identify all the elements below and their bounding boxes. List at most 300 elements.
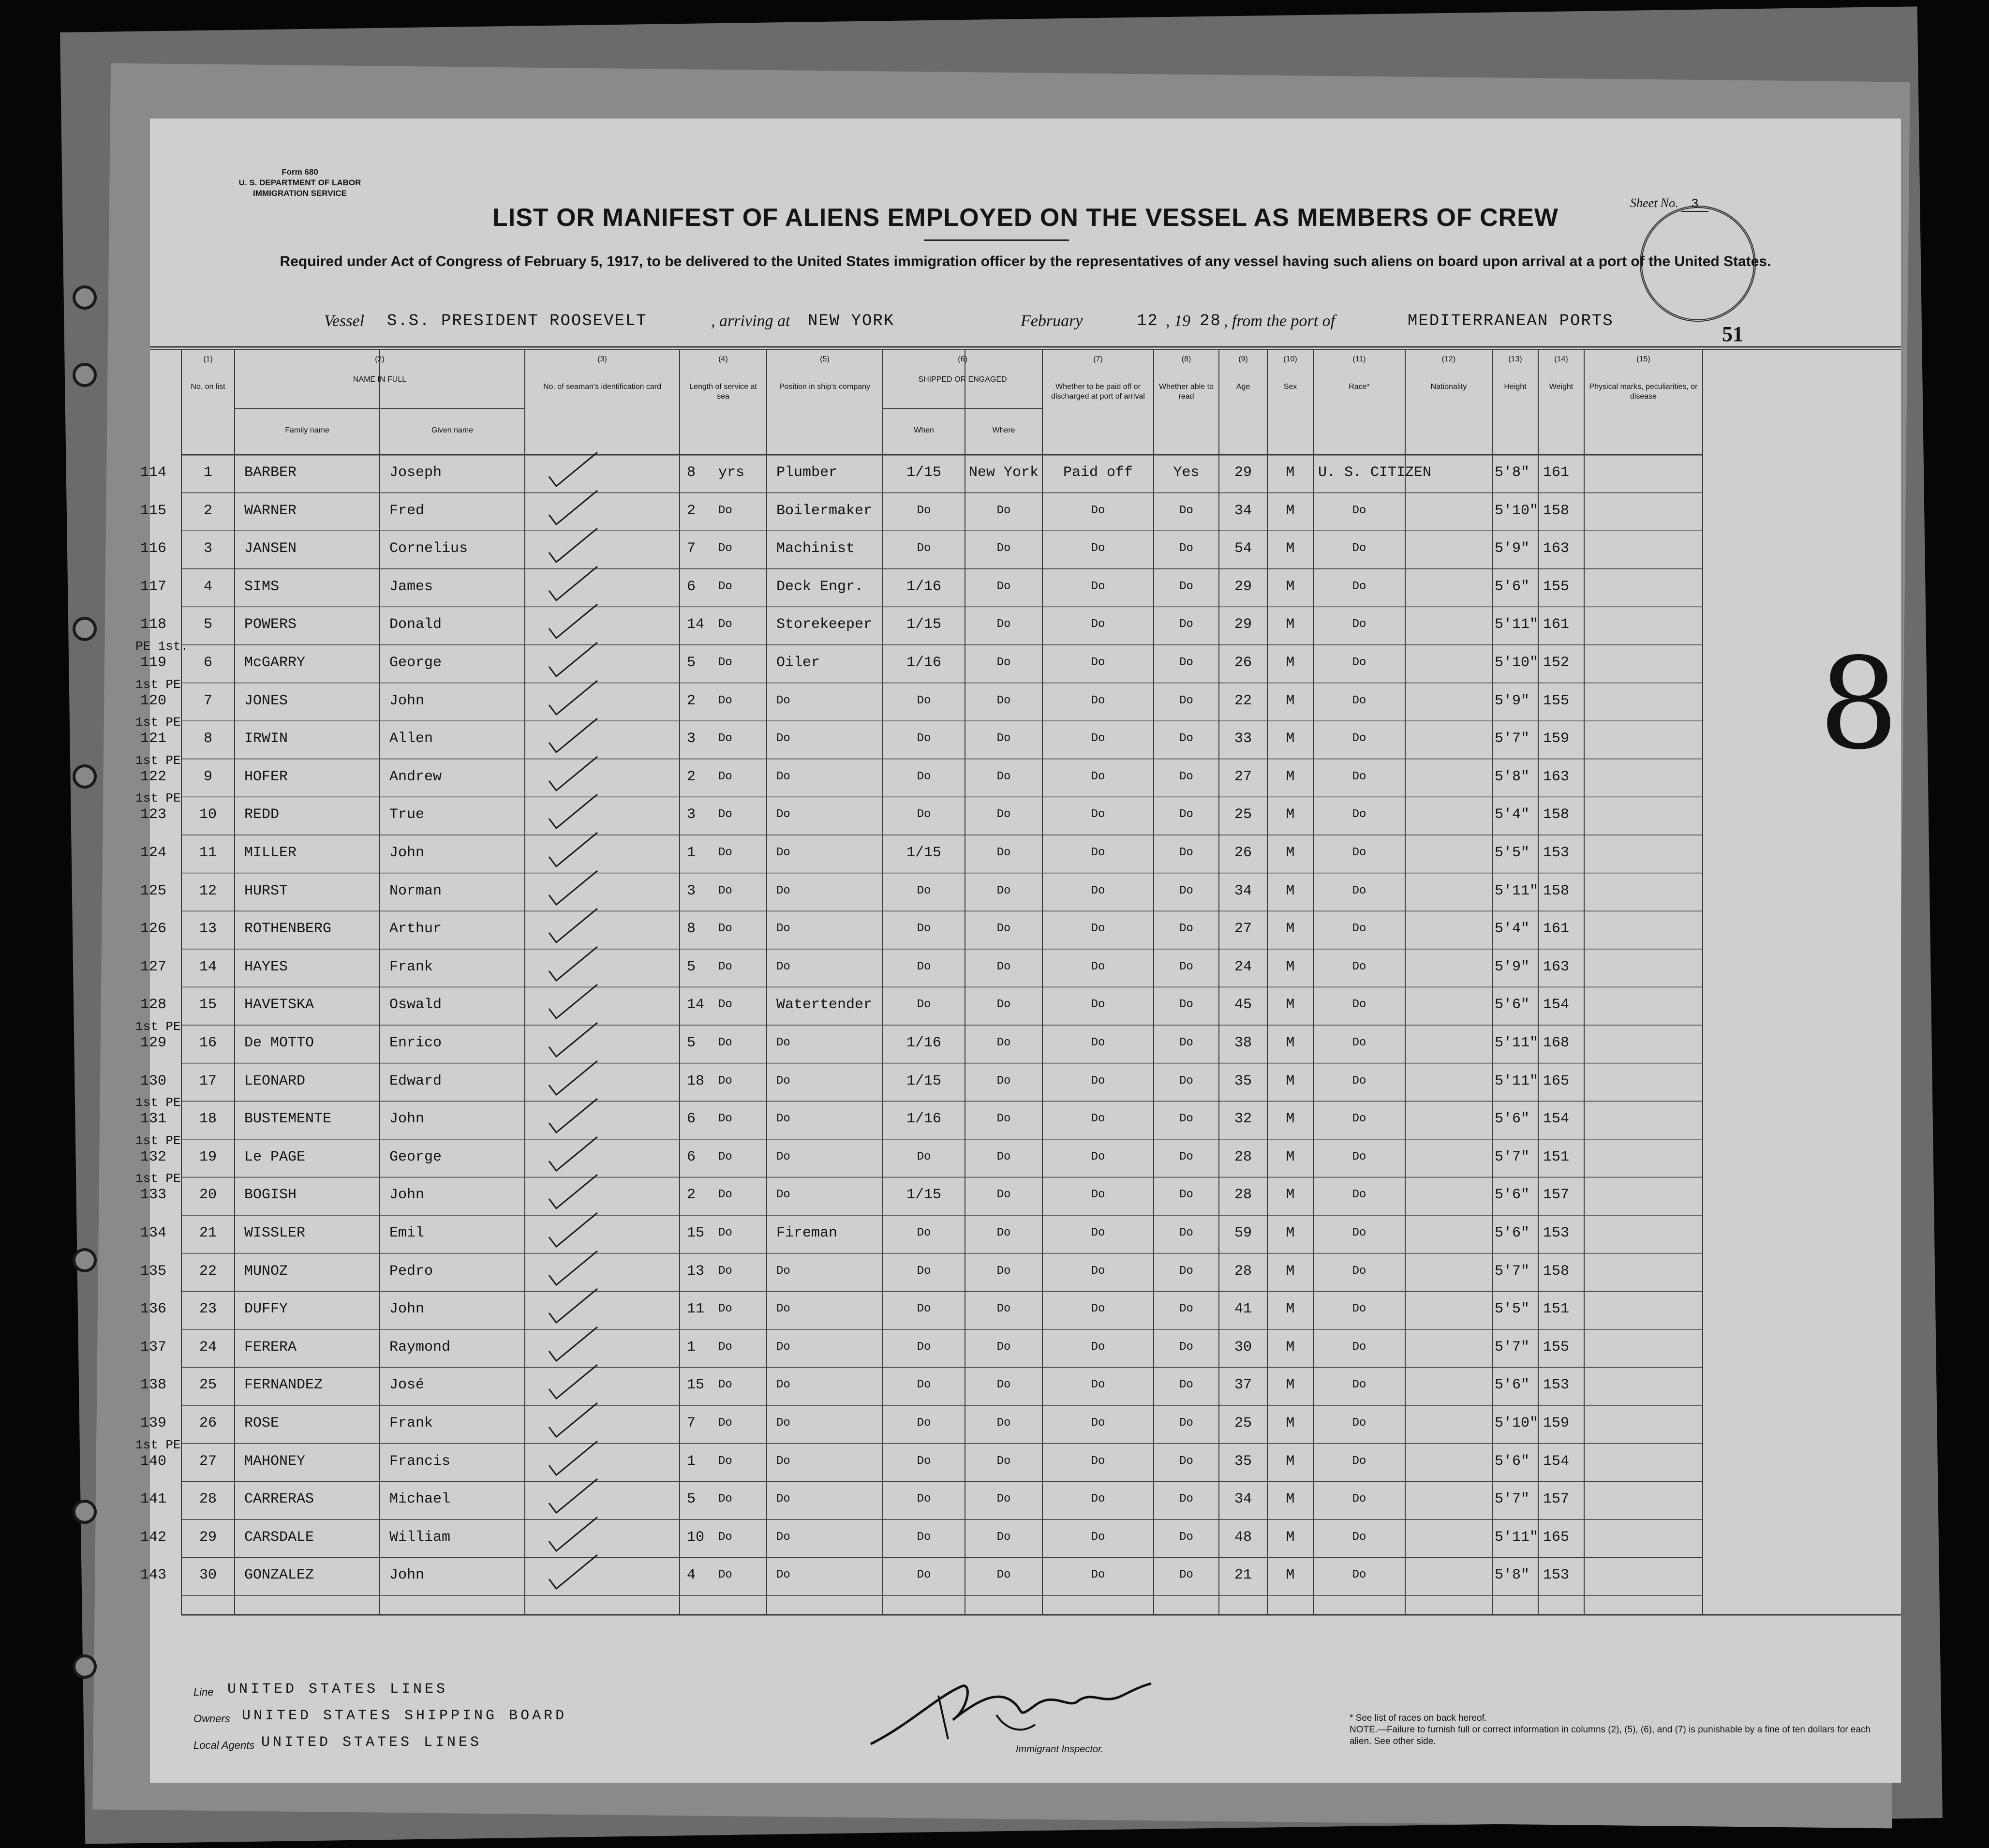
shipped-when: 1/16 — [906, 578, 941, 595]
service-years: 5 — [687, 958, 696, 975]
family-name: CARRERAS — [244, 1491, 314, 1508]
list-number: 3 — [203, 540, 212, 557]
race: Do — [1352, 1188, 1366, 1202]
service-unit: Do — [718, 542, 732, 555]
sheet-number-label: Sheet No. — [1630, 196, 1678, 210]
age: 29 — [1234, 578, 1252, 595]
service-years: 3 — [687, 730, 696, 747]
sex: M — [1286, 1148, 1295, 1165]
paid-off: Do — [1091, 1416, 1105, 1430]
header-no-on-list-number: (1) — [203, 355, 213, 363]
position: Do — [776, 846, 790, 859]
sex: M — [1286, 1377, 1295, 1394]
list-number: 28 — [199, 1491, 217, 1508]
given-name: Cornelius — [389, 540, 468, 557]
paid-off: Do — [1091, 884, 1105, 897]
age: 27 — [1234, 921, 1252, 938]
check-mark-icon — [544, 754, 602, 793]
height: 5'4" — [1495, 806, 1530, 823]
list-margin-number: 123 — [140, 806, 167, 823]
shipped-when: Do — [917, 1340, 931, 1354]
title-rule — [924, 239, 1069, 241]
shipped-when: Do — [917, 770, 931, 783]
shipped-when: Do — [917, 1378, 931, 1392]
family-name: JONES — [244, 692, 288, 709]
height: 5'11" — [1495, 1073, 1539, 1089]
list-margin-number: 121 — [140, 730, 167, 747]
weight: 155 — [1543, 578, 1570, 595]
sex: M — [1286, 655, 1295, 671]
shipped-where: Do — [996, 542, 1011, 555]
service-unit: Do — [718, 1150, 732, 1163]
list-number: 27 — [199, 1453, 217, 1470]
weight: 161 — [1543, 464, 1570, 481]
shipped-where: New York — [968, 464, 1039, 481]
height: 5'7" — [1495, 1148, 1530, 1165]
service-unit: Do — [718, 1302, 732, 1316]
race: Do — [1352, 580, 1366, 593]
given-name: True — [389, 806, 425, 823]
shipped-where: Do — [996, 1530, 1011, 1544]
list-number: 20 — [199, 1187, 217, 1204]
header-position-number: (5) — [820, 355, 830, 363]
check-mark-icon — [544, 1362, 602, 1401]
check-mark-icon — [544, 678, 602, 717]
weight: 168 — [1543, 1035, 1570, 1051]
service-years: 18 — [687, 1073, 705, 1089]
weight: 165 — [1543, 1529, 1570, 1546]
check-mark-icon — [544, 906, 602, 945]
header-race-number: (11) — [1352, 355, 1366, 363]
paid-off: Do — [1091, 960, 1105, 973]
position: Do — [776, 694, 790, 707]
service-unit: Do — [718, 580, 732, 593]
list-number: 5 — [203, 616, 212, 633]
service-unit: Do — [718, 884, 732, 897]
header-race: Race* — [1349, 383, 1370, 391]
list-margin-number: 140 — [140, 1453, 167, 1470]
header-weight: Weight — [1549, 383, 1573, 391]
given-name: Andrew — [389, 768, 442, 785]
family-name: WARNER — [244, 502, 297, 519]
inspector-label: Immigrant Inspector. — [1016, 1744, 1104, 1755]
list-margin-number: 126 — [140, 921, 167, 938]
shipped-where: Do — [996, 808, 1011, 821]
able-to-read: Do — [1179, 1416, 1193, 1430]
list-margin-number: 138 — [140, 1377, 167, 1394]
age: 26 — [1234, 845, 1252, 861]
race: Do — [1352, 542, 1366, 555]
service-years: 10 — [687, 1529, 705, 1546]
vessel-name: S.S. PRESIDENT ROOSEVELT — [387, 312, 647, 330]
race: Do — [1352, 1416, 1366, 1430]
height: 5'6" — [1495, 1225, 1530, 1241]
service-unit: Do — [718, 618, 732, 631]
able-to-read: Do — [1179, 1302, 1193, 1316]
handwritten-mark: 8 — [1819, 631, 1899, 777]
race: Do — [1352, 656, 1366, 669]
age: 29 — [1234, 616, 1252, 633]
check-mark-icon — [544, 640, 602, 679]
able-to-read: Do — [1179, 1568, 1193, 1582]
list-number: 19 — [199, 1148, 217, 1165]
given-name: John — [389, 1567, 425, 1584]
service-unit: Do — [718, 1454, 732, 1468]
list-margin-number: 120 — [140, 692, 167, 709]
inspector-signature — [851, 1667, 1190, 1754]
service-years: 7 — [687, 540, 696, 557]
able-to-read: Do — [1179, 998, 1193, 1012]
shipped-where: Do — [996, 1340, 1011, 1354]
sex: M — [1286, 1567, 1295, 1584]
header-sex-number: (10) — [1283, 355, 1297, 363]
height: 5'11" — [1495, 616, 1539, 633]
list-margin-number: 128 — [140, 997, 167, 1013]
service-years: 6 — [687, 1111, 696, 1128]
able-to-read: Do — [1179, 1492, 1193, 1506]
binder-hole — [73, 617, 97, 641]
able-to-read: Do — [1179, 770, 1193, 783]
service-unit: Do — [718, 846, 732, 859]
service-years: 8 — [687, 464, 696, 481]
list-number: 14 — [199, 958, 217, 975]
service-years: 3 — [687, 806, 696, 823]
shipped-where: Do — [996, 1416, 1011, 1430]
able-to-read: Do — [1179, 1150, 1193, 1163]
able-to-read: Do — [1179, 1340, 1193, 1354]
service-unit: Do — [718, 1492, 732, 1506]
list-number: 11 — [199, 845, 217, 861]
list-margin-number: 137 — [140, 1339, 167, 1356]
document-title: LIST OR MANIFEST OF ALIENS EMPLOYED ON THE VESSEL AS MEMBERS OF CREW — [492, 204, 1559, 232]
service-years: 6 — [687, 1148, 696, 1165]
list-margin-number: 129 — [140, 1035, 167, 1051]
given-name: Frank — [389, 1415, 433, 1431]
age: 32 — [1234, 1111, 1252, 1128]
shipped-where: Do — [996, 732, 1011, 745]
able-to-read: Do — [1179, 1378, 1193, 1392]
sex: M — [1286, 1187, 1295, 1204]
weight: 158 — [1543, 1263, 1570, 1280]
check-mark-icon — [544, 602, 602, 641]
service-unit: yrs — [718, 464, 745, 481]
service-unit: Do — [718, 1340, 732, 1354]
shipped-where: Do — [996, 1378, 1011, 1392]
paid-off: Do — [1091, 618, 1105, 631]
list-number: 24 — [199, 1339, 217, 1356]
shipped-where: Do — [996, 1454, 1011, 1468]
header-shipped-engaged-number: (6) — [958, 355, 967, 363]
shipped-where: Do — [996, 1112, 1011, 1126]
header-position: Position in ship's company — [779, 383, 871, 391]
department-name: U. S. DEPARTMENT OF LABOR — [238, 178, 361, 187]
list-number: 23 — [199, 1301, 217, 1318]
list-margin-number: 117 — [140, 578, 167, 595]
height: 5'9" — [1495, 540, 1530, 557]
height: 5'8" — [1495, 464, 1530, 481]
height: 5'10" — [1495, 1415, 1539, 1431]
service-years: 14 — [687, 997, 705, 1013]
service-unit: Do — [718, 1378, 732, 1392]
race: Do — [1352, 1340, 1366, 1354]
weight: 153 — [1543, 845, 1570, 861]
check-mark-icon — [544, 450, 602, 489]
shipped-where: Do — [996, 960, 1011, 973]
weight: 157 — [1543, 1187, 1570, 1204]
service-years: 2 — [687, 768, 696, 785]
binder-hole — [73, 1500, 97, 1524]
service-unit: Do — [718, 1112, 732, 1126]
height: 5'8" — [1495, 1567, 1530, 1584]
family-name: HURST — [244, 882, 288, 899]
paid-off: Paid off — [1063, 464, 1133, 481]
age: 26 — [1234, 655, 1252, 671]
age: 25 — [1234, 1415, 1252, 1431]
family-name: McGARRY — [244, 655, 306, 671]
sex: M — [1286, 1111, 1295, 1128]
paid-off: Do — [1091, 808, 1105, 821]
list-margin-number: 125 — [140, 882, 167, 899]
list-number: 7 — [203, 692, 212, 709]
paid-off: Do — [1091, 542, 1105, 555]
service-unit: Do — [718, 1568, 732, 1582]
able-to-read: Do — [1179, 542, 1193, 555]
service-years: 13 — [687, 1263, 705, 1280]
binder-hole — [73, 764, 97, 789]
given-name: Pedro — [389, 1263, 433, 1280]
position: Do — [776, 1454, 790, 1468]
service-unit: Do — [718, 1416, 732, 1430]
given-name: George — [389, 655, 442, 671]
list-margin-number: 133 — [140, 1187, 167, 1204]
service-unit: Do — [718, 1264, 732, 1278]
paid-off: Do — [1091, 694, 1105, 707]
shipped-where: Do — [996, 1226, 1011, 1239]
height: 5'11" — [1495, 882, 1539, 899]
shipped-where: Do — [996, 1302, 1011, 1316]
service-unit: Do — [718, 960, 732, 973]
shipped-where: Do — [996, 1188, 1011, 1202]
shipped-where: Do — [996, 998, 1011, 1012]
header-where: Where — [992, 426, 1015, 434]
weight: 157 — [1543, 1491, 1570, 1508]
shipped-when: Do — [917, 998, 931, 1012]
binder-hole — [73, 363, 97, 387]
position: Do — [776, 770, 790, 783]
age: 29 — [1234, 464, 1252, 481]
able-to-read: Do — [1179, 732, 1193, 745]
family-name: MILLER — [244, 845, 297, 861]
shipped-when: Do — [917, 504, 931, 517]
service-years: 3 — [687, 882, 696, 899]
list-number: 29 — [199, 1529, 217, 1546]
race: Do — [1352, 1074, 1366, 1088]
position: Oiler — [776, 655, 820, 671]
race: Do — [1352, 808, 1366, 821]
race: Do — [1352, 1302, 1366, 1316]
list-number: 1 — [203, 464, 212, 481]
shipped-when: 1/16 — [906, 1035, 941, 1051]
race: Do — [1352, 884, 1366, 897]
age: 27 — [1234, 768, 1252, 785]
check-mark-icon — [544, 716, 602, 755]
list-number: 2 — [203, 502, 212, 519]
check-mark-icon — [544, 1439, 602, 1477]
paid-off: Do — [1091, 1454, 1105, 1468]
shipped-when: Do — [917, 1492, 931, 1506]
list-number: 10 — [199, 806, 217, 823]
list-number: 21 — [199, 1225, 217, 1241]
shipped-when: Do — [917, 694, 931, 707]
service-years: 4 — [687, 1567, 696, 1584]
age: 45 — [1234, 997, 1252, 1013]
header-family-name: Family name — [285, 426, 329, 434]
family-name: HOFER — [244, 768, 288, 785]
list-margin-number: 134 — [140, 1225, 167, 1241]
given-name: Frank — [389, 958, 433, 975]
position: Do — [776, 1112, 790, 1126]
service-years: 1 — [687, 1453, 696, 1470]
paid-off: Do — [1091, 1302, 1105, 1316]
paid-off: Do — [1091, 1530, 1105, 1544]
shipped-where: Do — [996, 1492, 1011, 1506]
service-years: 8 — [687, 921, 696, 938]
list-number: 26 — [199, 1415, 217, 1431]
sex: M — [1286, 997, 1295, 1013]
header-nationality-number: (12) — [1441, 355, 1456, 363]
check-mark-icon — [544, 868, 602, 907]
given-name: Enrico — [389, 1035, 442, 1051]
sex: M — [1286, 1301, 1295, 1318]
age: 54 — [1234, 540, 1252, 557]
race: Do — [1352, 998, 1366, 1012]
service-unit: Do — [718, 808, 732, 821]
paid-off: Do — [1091, 846, 1105, 859]
service-years: 5 — [687, 1035, 696, 1051]
able-to-read: Do — [1179, 846, 1193, 859]
sex: M — [1286, 1415, 1295, 1431]
height: 5'7" — [1495, 1263, 1530, 1280]
shipped-when: Do — [917, 1568, 931, 1582]
given-name: Emil — [389, 1225, 425, 1241]
check-mark-icon — [544, 1325, 602, 1363]
service-unit: Do — [718, 694, 732, 707]
weight: 153 — [1543, 1225, 1570, 1241]
list-number: 15 — [199, 997, 217, 1013]
position: Do — [776, 1264, 790, 1278]
header-given-name: Given name — [431, 426, 474, 434]
age: 30 — [1234, 1339, 1252, 1356]
age: 35 — [1234, 1073, 1252, 1089]
given-name: George — [389, 1148, 442, 1165]
paid-off: Do — [1091, 1188, 1105, 1202]
check-mark-icon — [544, 1286, 602, 1325]
sex: M — [1286, 1453, 1295, 1470]
sex: M — [1286, 1073, 1295, 1089]
sex: M — [1286, 616, 1295, 633]
race: Do — [1352, 1454, 1366, 1468]
able-to-read: Do — [1179, 1264, 1193, 1278]
weight: 161 — [1543, 616, 1570, 633]
service-unit: Do — [718, 1530, 732, 1544]
able-to-read: Do — [1179, 1188, 1193, 1202]
age: 34 — [1234, 882, 1252, 899]
margin-note: 1st PE — [135, 677, 181, 692]
position: Do — [776, 732, 790, 745]
arrival-port: NEW YORK — [808, 312, 895, 330]
sex: M — [1286, 806, 1295, 823]
able-to-read: Do — [1179, 884, 1193, 897]
race: Do — [1352, 504, 1366, 517]
able-to-read: Do — [1179, 1036, 1193, 1049]
family-name: HAYES — [244, 958, 288, 975]
height: 5'6" — [1495, 1453, 1530, 1470]
given-name: James — [389, 578, 433, 595]
given-name: Raymond — [389, 1339, 451, 1356]
age: 25 — [1234, 806, 1252, 823]
from-port-label: , from the port of — [1224, 312, 1336, 330]
sex: M — [1286, 958, 1295, 975]
list-number: 12 — [199, 882, 217, 899]
paid-off: Do — [1091, 580, 1105, 593]
height: 5'8" — [1495, 768, 1530, 785]
race: Do — [1352, 1264, 1366, 1278]
weight: 152 — [1543, 655, 1570, 671]
list-margin-number: 132 — [140, 1148, 167, 1165]
position: Do — [776, 884, 790, 897]
family-name: FERNANDEZ — [244, 1377, 323, 1394]
vessel-label: Vessel — [324, 312, 365, 330]
shipped-when: 1/15 — [906, 464, 941, 481]
header-paid-off: Whether to be paid off or discharged at port of arrival — [1051, 383, 1145, 401]
list-number: 30 — [199, 1567, 217, 1584]
age: 41 — [1234, 1301, 1252, 1318]
position: Storekeeper — [776, 616, 873, 633]
given-name: John — [389, 1111, 425, 1128]
shipped-when: Do — [917, 922, 931, 936]
list-margin-number: 118 — [140, 616, 167, 633]
paid-off: Do — [1091, 1264, 1105, 1278]
list-number: 18 — [199, 1111, 217, 1128]
sex: M — [1286, 502, 1295, 519]
paid-off: Do — [1091, 1340, 1105, 1354]
sex: M — [1286, 921, 1295, 938]
able-to-read: Do — [1179, 656, 1193, 669]
family-name: LEONARD — [244, 1073, 306, 1089]
paid-off: Do — [1091, 922, 1105, 936]
able-to-read: Do — [1179, 960, 1193, 973]
margin-note: 1st PE — [135, 753, 181, 768]
list-number: 8 — [203, 730, 212, 747]
service-years: 1 — [687, 845, 696, 861]
manifest-sheet — [135, 119, 1901, 1783]
list-number: 16 — [199, 1035, 217, 1051]
sex: M — [1286, 768, 1295, 785]
check-mark-icon — [544, 792, 602, 831]
header-service-length: Length of service at sea — [689, 383, 757, 401]
check-mark-icon — [544, 982, 602, 1021]
form-identifier — [208, 167, 392, 199]
position: Machinist — [776, 540, 855, 557]
sex: M — [1286, 845, 1295, 861]
margin-note: 1st PE — [135, 1019, 181, 1034]
position: Do — [776, 1074, 790, 1088]
header-name-in-full: NAME IN FULL — [353, 375, 407, 384]
header-height-number: (13) — [1508, 355, 1522, 363]
paid-off: Do — [1091, 998, 1105, 1012]
service-years: 11 — [687, 1301, 705, 1318]
shipped-where: Do — [996, 1150, 1011, 1163]
